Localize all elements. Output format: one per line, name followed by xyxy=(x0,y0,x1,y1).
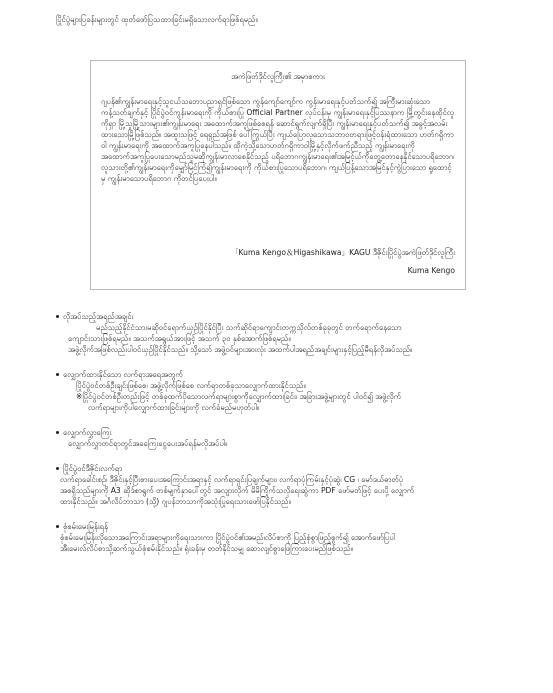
bullet-icon xyxy=(56,373,59,376)
signature-name: Kuma Kengo xyxy=(407,266,455,275)
bullet-icon xyxy=(56,315,59,318)
intro-line: ပြိုင်ပွဲများပြခန်းများတွင် ထုတ်ဖော်ပြသထားခြင်းမရှိသောလက်ရာဖြစ်ရမည်။ xyxy=(56,15,258,24)
section-line: လျှောက်လွှာတင်ရာတွင်အခကြေးငွေပေးအပ်ရန်မလိုအပ်ပါ။ xyxy=(68,439,228,448)
section-submission xyxy=(60,463,510,507)
section-line: ပြိုင်ပွဲဝင်တစ်ဦးချင်းဖြစ်စေ၊ အဖွဲ့လိုက်ဖြစ်စေ လက်ရာတစ်ခုသာလျှောက်ထားနိုင်သည်။ xyxy=(76,381,306,390)
section-title: လိုအပ်သည့်အရည်အချင်း xyxy=(63,312,134,321)
box-body xyxy=(101,96,455,184)
section-line: လက်ရာခေါင်းစဉ်၊ ဒီဇိုင်းနှင့်ပြီးစားပေးအကြောင်းအရာနှင့် လက်ရာရှင်းပြချက်များ၊ လက်ရာပုံကြမ်းနှင့်ပုံဆွဲ၊ CG ၊ မော်ဒယ်ဓာတ်ပုံ xyxy=(60,475,404,484)
section-heading xyxy=(56,427,510,438)
section-line: ထားနိုင်သည်။ အင်္ဂလိပ်ဘာသာ (သို့) ဂျပန်ဘာသာကိုအသုံးပြုရေးသားဖော်ပြနိုင်သည်။ xyxy=(60,497,291,506)
section-line: အစရှိသည်များကို A3 ဆိုဒ်စာရွက် တစ်မျက်နှာပေါ်တွင် အလျားလိုက် မိမိကြိုက်သလိုရေးဆွဲကာ PDF ဖော်မတ်ဖြင့် ပေးပို့ လျှောက် xyxy=(60,486,415,495)
section-line: အဖွဲ့လိုက်အဖြစ်လည်းပါဝင်ယှဉ်ပြိုင်နိုင်သည်။ သို့သော် အဖွဲ့ဝင်များအားလုံး အထက်ပါအရည်အချင်းများနှင့်ပြည့်မီရန်လိုအပ်သည်။ xyxy=(68,345,413,354)
section-entries xyxy=(60,369,510,413)
section-title: စုံစမ်းမေးမြန်းရန် xyxy=(63,522,108,531)
section-inquiries xyxy=(60,521,510,554)
judge-message-box xyxy=(90,60,466,290)
section-line: လက်ရာများကိုပါလျှောက်ထားခြင်းများကို လက်ခံမည်မဟုတ်ပါ။ xyxy=(88,403,260,412)
bullet-icon xyxy=(56,431,59,434)
section-heading xyxy=(56,521,510,532)
section-title: လျှောက်လွှာကြေး xyxy=(63,428,112,437)
section-heading xyxy=(56,463,510,474)
section-line: ※ပြိုင်ပွဲဝင်တစ်ဦးတည်းဖြင့် တစ်ခုထက်ပိုသောလက်ရာများစွာကိုလျှောက်ထားခြင်း၊ အခြားအဖွဲ့များတွင် ပါဝင်၍ အဖွဲ့လိုက် xyxy=(76,392,402,401)
section-line: ကျောင်းသားဖြစ်ရမည်။ အသက်အရွယ်အားဖြင့် အသက် ၃၀ နှစ်အောက်ဖြစ်ရမည်။ xyxy=(68,334,291,343)
section-line: စုံစမ်းမေးမြန်းလိုသောအကြောင်းအရာများကိုရေးသားကာ ပြိုင်ပွဲဝင်၏အမည်၊လိပ်စာကို ပြည့်စုံစွာဖြည့်စွက်၍ အောက်ဖော်ပြပါ xyxy=(60,533,396,542)
section-title: ပြိုင်ပွဲဝင်ဒီဇိုင်းလက်ရာ xyxy=(63,464,123,473)
bullet-icon xyxy=(56,525,59,528)
signature-affiliation: 「Kuma Kengo＆Higashikawa」KAGU ဒီဇိုင်းပြိုင်ပွဲအကဲဖြတ်ဒိုင်လူကြီး xyxy=(230,248,455,257)
section-title: လျှောက်ထားနိုင်သော လက်ရာအရေအတွက် xyxy=(63,370,183,379)
sections xyxy=(60,311,510,568)
bullet-icon xyxy=(56,467,59,470)
section-eligibility xyxy=(60,311,510,355)
section-heading xyxy=(56,369,510,380)
box-signature xyxy=(231,247,455,283)
section-line: မည်သည့်နိုင်ငံသားမဆိုဝင်ရောက်ယှဉ်ပြိုင်နိုင်ပြီး သက်ဆိုင်ရာကျောင်းတက္ကသိုလ်တစ်ခုခုတွင် တက်ရောက်နေသော xyxy=(96,323,402,332)
section-heading xyxy=(56,311,510,322)
box-title: အကဲဖြတ်ဒိုင်လူကြီး၏ အမှာစကား xyxy=(231,72,325,81)
section-fee xyxy=(60,427,510,449)
box-paragraph: ဂျပန်၏ကျွန်းမာရေးနှင့်သူငယ်သဘောပညာရှင်ဖြစ်သော ကွန်ကျော်ကျော်က ကွန်းမာရေးနှင့်ပတ်သက်၍ အကြီးမားဆုံးသော ကန့်သတ်ချက်နှင့် ပြိုင်ပွဲဝင်ကွန်းမာရေးကို ကိုယ်စားပြု Official Partner လုပ်ငန်းမှ ကျွန်းမာရေးနှင့်ပြဿနာက မြို့တွင်းနေထိုင်လူကိုရှာ မြို့သူမြို့သားများ၏ကျွန်းမာရေး အထောက်အကူဖြစ်စေရန် ဆောင်ရွက်လျက်ရှိပြီး ကျွန်းမာရေးနှင့်ပတ်သက်၍ အခွင့်အလမ်းထားသောမြို့ဖြစ်သည်။ အထူးသဖြင့် ရေရှည်အဖြစ် ပေါ်ကြွယ်ပြီး ကျယ်ပြောလှသောသဘာဝတရားဖြင့်ဝန်းရံထားသော ဟတ်ဂရှိကာဝါ ကျွန်းမာရေးကို အထောက်အကူပြုနေပါသည်။ ထိုကဲ့သို့သောဟတ်ဂရှိကာဝါမြို့နှင့်လိုက်ဖက်ညီသည့် ကျွန်းမာရေးကိုအထောက်အကူပြုပေးသောမည်သူမဆိုကျွန်းမာလာစေနိုင်သည့် ပရိဘောဂကျွန်းမာရေး၏အမြင့်ယ်ကိုတွေ့တောနေနိုင်သောပရိဘောဂ၊ လူသားတို့၏ကျွန်းမာရေးကိုမျှော်မြင်ကြံ၍ကျွန်းမာရေးကို ကိုယ်စားပြုသောပရိဘောဂ၊ ကျယ်ပြန့်သောအမြင်နှင့်ကွဲပြားသော ရှုထောင့်မှ ကျွန်းမာသောပရိဘောဂ ကိုတင်ပြပေးပါ။ xyxy=(101,97,455,183)
section-line: အီးမေးလ်လိပ်စာသို့ဆက်သွယ်စုံစမ်းနိုင်သည်။ ရုံးခန်းမှ တတ်နိုင်သမျှ ဆောလျင်စွာဖြေကြားပေးမည်ဖြစ်သည်။ xyxy=(60,544,353,553)
